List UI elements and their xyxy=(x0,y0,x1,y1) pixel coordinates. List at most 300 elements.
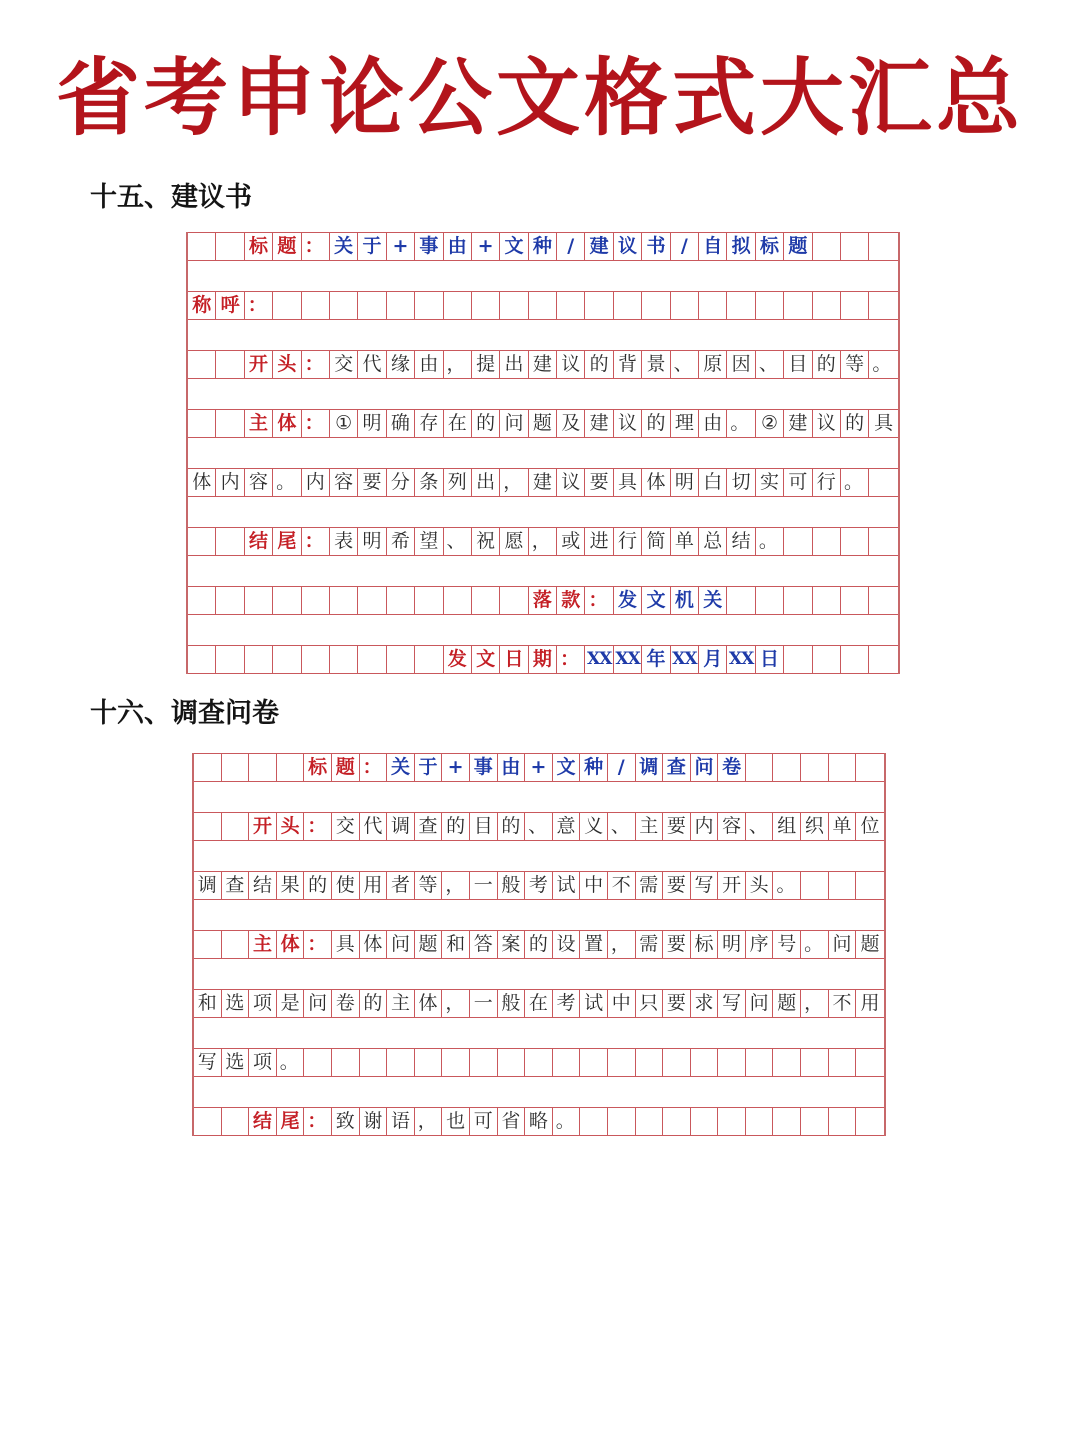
grid-char: 单 xyxy=(829,813,857,840)
grid-char: 建 xyxy=(529,351,557,378)
grid-char: 由 xyxy=(444,233,472,260)
grid-char: 是 xyxy=(277,990,305,1017)
row-gap xyxy=(194,959,884,989)
grid-char: 体 xyxy=(273,410,301,437)
grid-cell xyxy=(273,587,301,614)
grid-char: 在 xyxy=(444,410,472,437)
grid-cell xyxy=(614,292,642,319)
grid-char: 文 xyxy=(553,754,581,781)
grid-char: 实 xyxy=(756,469,784,496)
grid-cell xyxy=(841,646,869,673)
grid-char: 题 xyxy=(860,933,880,955)
grid-cell xyxy=(415,1049,443,1076)
grid-char: ， xyxy=(529,528,557,555)
grid-char: 的 xyxy=(813,351,841,378)
grid-char: 进 xyxy=(585,528,613,555)
grid-char: 目 xyxy=(784,351,812,378)
grid-cell xyxy=(188,528,216,555)
grid-char: 主 xyxy=(636,813,664,840)
grid-char: 具 xyxy=(332,931,360,958)
grid-char: + xyxy=(442,754,470,781)
grid-char: 因 xyxy=(727,351,755,378)
grid-char: 的 xyxy=(525,931,553,958)
grid-char: 可 xyxy=(784,469,812,496)
grid-cell xyxy=(302,292,330,319)
grid-cell xyxy=(500,292,528,319)
grid-char: ： xyxy=(585,587,613,614)
grid-char: 体 xyxy=(642,469,670,496)
grid-char: 等 xyxy=(415,872,443,899)
grid-cell xyxy=(415,646,443,673)
grid-char: 年 xyxy=(642,646,670,673)
grid-char: 。 xyxy=(553,1108,581,1135)
grid-char: 开 xyxy=(245,351,273,378)
grid-char: 织 xyxy=(801,813,829,840)
grid-cell xyxy=(773,1049,801,1076)
grid-char: 建 xyxy=(585,233,613,260)
grid-char: / xyxy=(608,754,636,781)
grid-char: 位 xyxy=(860,815,880,837)
grid-cell xyxy=(330,646,358,673)
grid-cell xyxy=(249,754,277,781)
grid-char: 议 xyxy=(813,410,841,437)
grid-cell xyxy=(188,233,216,260)
grid-row xyxy=(188,350,898,379)
grid-char: 内 xyxy=(302,469,330,496)
grid-char: 具 xyxy=(874,412,894,434)
grid-char: ， xyxy=(442,990,470,1017)
grid-char: 交 xyxy=(330,351,358,378)
grid-char: 于 xyxy=(415,754,443,781)
grid-cell xyxy=(580,1049,608,1076)
grid-cell xyxy=(330,292,358,319)
grid-char: 。 xyxy=(801,931,829,958)
grid-cell xyxy=(718,1049,746,1076)
grid-char: ， xyxy=(801,990,829,1017)
grid-row xyxy=(188,645,898,674)
row-gap xyxy=(188,497,898,527)
section-heading-proposal: 十五、建议书 xyxy=(90,182,252,213)
grid-cell xyxy=(553,1049,581,1076)
grid-cell xyxy=(813,646,841,673)
grid-cell xyxy=(813,528,841,555)
grid-row xyxy=(194,989,884,1018)
grid-row xyxy=(188,232,898,261)
grid-cell xyxy=(829,754,857,781)
grid-char: 呼 xyxy=(216,292,244,319)
grid-char: 题 xyxy=(773,990,801,1017)
grid-cell xyxy=(557,292,585,319)
grid-cell xyxy=(216,351,244,378)
grid-char: 或 xyxy=(557,528,585,555)
grid-row xyxy=(194,812,884,841)
grid-char: 标 xyxy=(691,931,719,958)
grid-char: 称 xyxy=(188,292,216,319)
grid-char: ， xyxy=(442,872,470,899)
grid-cell xyxy=(784,528,812,555)
grid-char: 、 xyxy=(608,813,636,840)
grid-cell xyxy=(216,646,244,673)
grid-char: 容 xyxy=(245,469,273,496)
grid-char: 要 xyxy=(663,990,691,1017)
grid-cell xyxy=(869,646,897,673)
grid-cell xyxy=(525,1049,553,1076)
grid-char: 日 xyxy=(756,646,784,673)
grid-cell xyxy=(222,931,250,958)
grid-char: XX xyxy=(727,646,755,673)
grid-char: 行 xyxy=(614,528,642,555)
grid-char: 案 xyxy=(498,931,526,958)
grid-char: 种 xyxy=(580,754,608,781)
grid-cell xyxy=(188,351,216,378)
grid-cell xyxy=(813,233,841,260)
grid-cell xyxy=(801,1049,829,1076)
grid-cell xyxy=(856,1108,884,1135)
row-gap xyxy=(188,438,898,468)
grid-char: 、 xyxy=(756,351,784,378)
grid-char: ① xyxy=(330,410,358,437)
grid-cell xyxy=(756,292,784,319)
grid-proposal xyxy=(186,232,900,674)
grid-char: + xyxy=(472,233,500,260)
grid-cell xyxy=(663,1049,691,1076)
grid-char: 项 xyxy=(249,1049,277,1076)
grid-char: 月 xyxy=(699,646,727,673)
grid-char: 标 xyxy=(756,233,784,260)
grid-cell xyxy=(829,1108,857,1135)
grid-cell xyxy=(746,1108,774,1135)
grid-cell xyxy=(330,587,358,614)
grid-char: ： xyxy=(302,410,330,437)
grid-cell xyxy=(746,754,774,781)
grid-cell xyxy=(718,1108,746,1135)
grid-char: 单 xyxy=(671,528,699,555)
grid-char: 问 xyxy=(500,410,528,437)
grid-cell xyxy=(358,646,386,673)
grid-char: 序 xyxy=(746,931,774,958)
grid-char: 期 xyxy=(529,646,557,673)
grid-cell xyxy=(216,233,244,260)
grid-cell xyxy=(188,587,216,614)
grid-char: 体 xyxy=(277,931,305,958)
row-gap xyxy=(188,556,898,586)
row-gap xyxy=(194,900,884,930)
grid-char: 要 xyxy=(663,931,691,958)
grid-char: / xyxy=(671,233,699,260)
grid-cell xyxy=(216,587,244,614)
grid-row xyxy=(188,468,898,497)
grid-char: 文 xyxy=(500,233,528,260)
grid-char: 需 xyxy=(636,872,664,899)
grid-cell xyxy=(869,469,897,496)
grid-char: 般 xyxy=(498,990,526,1017)
grid-char: 、 xyxy=(525,813,553,840)
grid-char: 及 xyxy=(557,410,585,437)
grid-cell xyxy=(245,587,273,614)
grid-char: 问 xyxy=(304,990,332,1017)
grid-char: 体 xyxy=(188,469,216,496)
grid-cell xyxy=(585,292,613,319)
grid-cell xyxy=(358,587,386,614)
grid-char: 查 xyxy=(663,754,691,781)
grid-char: 总 xyxy=(699,528,727,555)
grid-char: 的 xyxy=(585,351,613,378)
grid-char: 出 xyxy=(500,351,528,378)
grid-char: 目 xyxy=(470,813,498,840)
grid-cell xyxy=(580,1108,608,1135)
grid-cell xyxy=(801,872,829,899)
grid-char: 试 xyxy=(580,990,608,1017)
grid-row xyxy=(188,409,898,438)
grid-cell xyxy=(302,646,330,673)
grid-char: 关 xyxy=(387,754,415,781)
grid-char: 内 xyxy=(216,469,244,496)
grid-char: 用 xyxy=(860,992,880,1014)
grid-char: 。 xyxy=(273,469,301,496)
grid-char: 选 xyxy=(222,1049,250,1076)
grid-char: 号 xyxy=(773,931,801,958)
grid-cell xyxy=(500,587,528,614)
grid-char: 考 xyxy=(553,990,581,1017)
grid-char: 体 xyxy=(360,931,388,958)
grid-cell xyxy=(727,587,755,614)
grid-cell xyxy=(304,1049,332,1076)
grid-cell xyxy=(358,292,386,319)
grid-char: 的 xyxy=(642,410,670,437)
section-heading-questionnaire: 十六、调查问卷 xyxy=(90,698,279,729)
grid-char: XX xyxy=(614,646,642,673)
grid-char: 明 xyxy=(671,469,699,496)
grid-char: 确 xyxy=(387,410,415,437)
grid-cell xyxy=(773,1108,801,1135)
grid-char: 试 xyxy=(553,872,581,899)
grid-char: 题 xyxy=(784,233,812,260)
grid-cell xyxy=(608,1049,636,1076)
grid-cell xyxy=(869,292,897,319)
grid-cell xyxy=(302,587,330,614)
grid-char: 提 xyxy=(472,351,500,378)
grid-char: 也 xyxy=(442,1108,470,1135)
grid-char: 一 xyxy=(470,990,498,1017)
grid-char: + xyxy=(387,233,415,260)
grid-cell xyxy=(222,1108,250,1135)
grid-cell xyxy=(387,1049,415,1076)
grid-char: 文 xyxy=(472,646,500,673)
grid-row xyxy=(194,930,884,959)
page-title: 省考申论公文格式大汇总 xyxy=(55,49,1024,147)
grid-cell xyxy=(470,1049,498,1076)
grid-char: ， xyxy=(500,469,528,496)
grid-char: 写 xyxy=(194,1049,222,1076)
grid-char: 分 xyxy=(387,469,415,496)
grid-char: 义 xyxy=(580,813,608,840)
grid-cell xyxy=(498,1049,526,1076)
grid-char: XX xyxy=(671,646,699,673)
grid-cell xyxy=(636,1108,664,1135)
grid-cell xyxy=(188,410,216,437)
grid-char: 题 xyxy=(415,931,443,958)
grid-char: 容 xyxy=(718,813,746,840)
grid-cell xyxy=(216,410,244,437)
grid-char: 机 xyxy=(671,587,699,614)
grid-char: 求 xyxy=(691,990,719,1017)
grid-cell xyxy=(472,292,500,319)
grid-char: 望 xyxy=(415,528,443,555)
grid-char: + xyxy=(525,754,553,781)
grid-char: 景 xyxy=(642,351,670,378)
grid-char: XX xyxy=(585,646,613,673)
grid-char: 书 xyxy=(642,233,670,260)
grid-char: 等 xyxy=(841,351,869,378)
grid-char: 尾 xyxy=(273,528,301,555)
grid-char: 文 xyxy=(642,587,670,614)
grid-char: ： xyxy=(360,754,388,781)
grid-char: / xyxy=(557,233,585,260)
grid-char: 于 xyxy=(358,233,386,260)
grid-char: 卷 xyxy=(718,754,746,781)
grid-char: 头 xyxy=(746,872,774,899)
grid-char: 调 xyxy=(387,813,415,840)
grid-cell xyxy=(869,587,897,614)
grid-cell xyxy=(444,292,472,319)
grid-row xyxy=(188,586,898,615)
grid-cell xyxy=(756,587,784,614)
grid-cell xyxy=(829,872,857,899)
grid-cell xyxy=(194,754,222,781)
grid-row xyxy=(194,1048,884,1077)
grid-char: 白 xyxy=(699,469,727,496)
grid-char: 卷 xyxy=(332,990,360,1017)
grid-cell xyxy=(387,292,415,319)
grid-char: 查 xyxy=(415,813,443,840)
grid-cell xyxy=(699,292,727,319)
grid-char: 由 xyxy=(498,754,526,781)
grid-char: ： xyxy=(557,646,585,673)
grid-char: 设 xyxy=(553,931,581,958)
grid-char: 交 xyxy=(332,813,360,840)
grid-char: 的 xyxy=(442,813,470,840)
grid-char: 落 xyxy=(529,587,557,614)
grid-row xyxy=(188,527,898,556)
grid-char: 的 xyxy=(472,410,500,437)
grid-char: 不 xyxy=(829,990,857,1017)
row-gap xyxy=(194,1077,884,1107)
grid-char: 中 xyxy=(580,872,608,899)
grid-row xyxy=(194,1107,884,1136)
grid-char: 款 xyxy=(557,587,585,614)
grid-char: 日 xyxy=(500,646,528,673)
grid-char: 愿 xyxy=(500,528,528,555)
grid-char: 出 xyxy=(472,469,500,496)
row-gap xyxy=(194,782,884,812)
grid-char: 用 xyxy=(360,872,388,899)
grid-char: 列 xyxy=(444,469,472,496)
grid-cell xyxy=(194,813,222,840)
grid-char: 关 xyxy=(330,233,358,260)
grid-char: 使 xyxy=(332,872,360,899)
grid-char: 、 xyxy=(746,813,774,840)
grid-char: 果 xyxy=(277,872,305,899)
grid-char: 题 xyxy=(332,754,360,781)
grid-cell xyxy=(784,646,812,673)
grid-char: 。 xyxy=(872,353,892,375)
row-gap xyxy=(188,261,898,291)
grid-char: 要 xyxy=(585,469,613,496)
grid-char: 议 xyxy=(614,233,642,260)
grid-char: 结 xyxy=(249,872,277,899)
grid-char: 意 xyxy=(553,813,581,840)
grid-char: ， xyxy=(415,1108,443,1135)
row-gap xyxy=(188,615,898,645)
grid-cell xyxy=(801,754,829,781)
grid-char: 和 xyxy=(442,931,470,958)
grid-char: 只 xyxy=(636,990,664,1017)
grid-char: 问 xyxy=(746,990,774,1017)
grid-char: ： xyxy=(245,292,273,319)
grid-char: 主 xyxy=(249,931,277,958)
grid-char: 关 xyxy=(699,587,727,614)
grid-char: 写 xyxy=(718,990,746,1017)
grid-char: 主 xyxy=(245,410,273,437)
grid-char: 明 xyxy=(358,528,386,555)
grid-cell xyxy=(222,754,250,781)
grid-char: 选 xyxy=(222,990,250,1017)
grid-char: 答 xyxy=(470,931,498,958)
grid-questionnaire xyxy=(192,753,886,1136)
grid-char: 问 xyxy=(829,931,857,958)
grid-row xyxy=(188,291,898,320)
grid-char: 者 xyxy=(387,872,415,899)
grid-char: ： xyxy=(304,1108,332,1135)
grid-char: 切 xyxy=(727,469,755,496)
grid-char: 要 xyxy=(358,469,386,496)
grid-cell xyxy=(727,292,755,319)
grid-char: 调 xyxy=(636,754,664,781)
grid-char: 事 xyxy=(415,233,443,260)
grid-char: 不 xyxy=(608,872,636,899)
grid-char: 的 xyxy=(498,813,526,840)
grid-char: 省 xyxy=(498,1108,526,1135)
grid-cell xyxy=(529,292,557,319)
grid-char: 需 xyxy=(636,931,664,958)
grid-cell xyxy=(784,292,812,319)
grid-char: 。 xyxy=(756,528,784,555)
grid-cell xyxy=(869,528,897,555)
grid-char: 要 xyxy=(663,872,691,899)
grid-char: 行 xyxy=(813,469,841,496)
grid-char: 建 xyxy=(585,410,613,437)
grid-cell xyxy=(636,1049,664,1076)
grid-char: 题 xyxy=(529,410,557,437)
row-gap xyxy=(188,379,898,409)
grid-cell xyxy=(332,1049,360,1076)
grid-char: 发 xyxy=(444,646,472,673)
grid-cell xyxy=(273,646,301,673)
grid-cell xyxy=(188,646,216,673)
grid-char: ， xyxy=(444,351,472,378)
grid-char: 背 xyxy=(614,351,642,378)
grid-char: 略 xyxy=(525,1108,553,1135)
grid-cell xyxy=(746,1049,774,1076)
grid-char: 具 xyxy=(614,469,642,496)
grid-char: ， xyxy=(608,931,636,958)
grid-char: 明 xyxy=(718,931,746,958)
grid-char: 问 xyxy=(387,931,415,958)
grid-cell xyxy=(784,587,812,614)
grid-char: 写 xyxy=(691,872,719,899)
grid-char: 议 xyxy=(557,351,585,378)
grid-cell xyxy=(216,528,244,555)
